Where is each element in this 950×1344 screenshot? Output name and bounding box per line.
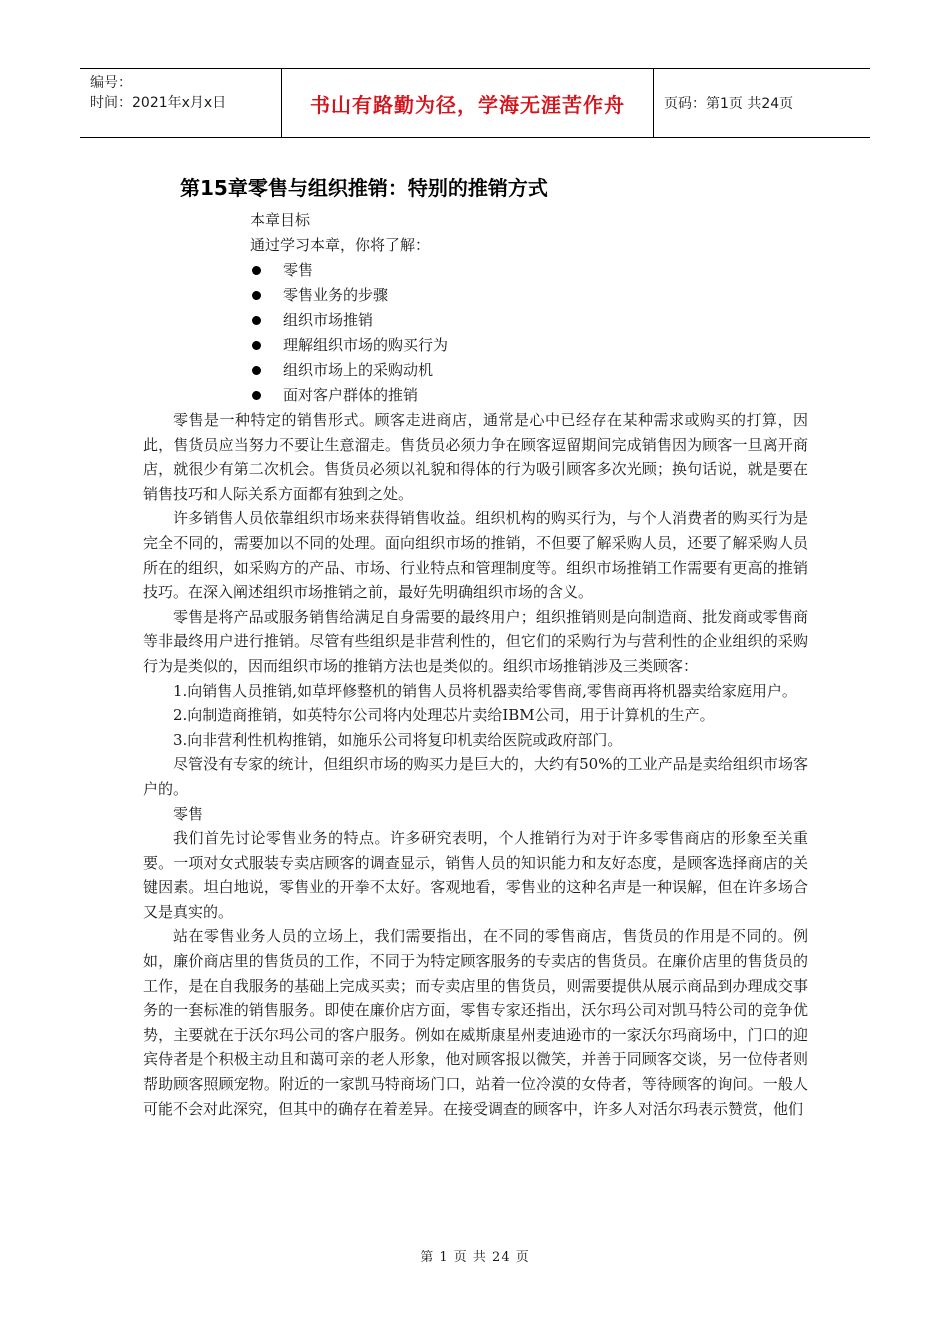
header-motto: 书山有路勤为径，学海无涯苦作舟 [282, 69, 654, 137]
list-item: 面对客户群体的推销 [250, 383, 448, 408]
header-page-info: 页码：第1页 共24页 [664, 96, 794, 112]
paragraph: 尽管没有专家的统计，但组织市场的购买力是巨大的，大约有50%的工业产品是卖给组织市场客户的。 [143, 755, 808, 798]
bullet-icon [252, 316, 261, 325]
list-item: 零售 [250, 258, 448, 283]
paragraph: 2.向制造商推销，如英特尔公司将内处理芯片卖给IBM公司，用于计算机的生产。 [173, 706, 715, 725]
objectives-intro: 通过学习本章，你将了解： [250, 236, 431, 254]
paragraph: 站在零售业务人员的立场上，我们需要指出，在不同的零售商店，售货员的作用是不同的。例如，廉价商店里的售货员的工作，不同于为特定顾客服务的专卖店的售货员。在廉价店里的售货员的工作，是在自我服务的基础上完成买卖；而专卖店里的售货员，则需要提供从展示商品到办理成交事务的一套标准的销售服务。即使在廉价店方面，零售专家还指出，沃尔玛公司对凯马特公司的竞争优势，主要就在于沃尔玛公司的客户服务。例如在威斯康星州麦迪逊市的一家沃尔玛商场中，门口的迎宾侍者是个积极主动且和蔼可亲的老人形象，他对顾客报以微笑，并善于同顾客交谈，另一位侍者则帮助顾客照顾宠物。附近的一家凯马特商场门口，站着一位冷漠的女侍者，等待顾客的询问。一般人可能不会对此深究，但其中的确存在着差异。在接受调查的顾客中，许多人对活尔玛表示赞赏，他们 [143, 927, 808, 1118]
chapter-title: 第15章零售与组织推销：特别的推销方式 [180, 176, 548, 200]
bullet-icon [252, 366, 261, 375]
bullet-icon [252, 291, 261, 300]
bullet-icon [252, 391, 261, 400]
list-item: 组织市场推销 [250, 308, 448, 333]
code-label: 编号： [90, 75, 132, 91]
body-text [143, 408, 808, 1121]
list-item: 理解组织市场的购买行为 [250, 333, 448, 358]
date-label: 时间：2021年x月x日 [90, 95, 227, 111]
page-footer: 第 1 页 共 24 页 [420, 1250, 530, 1265]
bullet-icon [252, 266, 261, 275]
header-table [80, 68, 870, 138]
objectives-heading: 本章目标 [250, 211, 311, 229]
list-item: 组织市场上的采购动机 [250, 358, 448, 383]
paragraph: 许多销售人员依靠组织市场来获得销售收益。组织机构的购买行为，与个人消费者的购买行为是完全不同的，需要加以不同的处理。面向组织市场的推销，不但要了解采购人员，还要了解采购人员所在的组织，如采购方的产品、市场、行业特点和管理制度等。组织市场推销工作需要有更高的推销技巧。在深入阐述组织市场推销之前，最好先明确组织市场的含义。 [143, 509, 808, 602]
list-item: 零售业务的步骤 [250, 283, 448, 308]
section-heading: 零售 [173, 804, 204, 823]
paragraph: 1.向销售人员推销,如草坪修整机的销售人员将机器卖给零售商,零售商再将机器卖给家庭用户。 [173, 681, 797, 700]
paragraph: 零售是一种特定的销售形式。顾客走进商店，通常是心中已经存在某种需求或购买的打算，因此，售货员应当努力不要让生意溜走。售货员必须力争在顾客逗留期间完成销售因为顾客一旦离开商店，就很少有第二次机会。售货员必须以礼貌和得体的行为吸引顾客多次光顾；换句话说，就是要在销售技巧和人际关系方面都有独到之处。 [143, 411, 808, 503]
paragraph: 3.向非营利性机构推销，如施乐公司将复印机卖给医院或政府部门。 [173, 730, 623, 749]
bullet-icon [252, 341, 261, 350]
header-meta [80, 69, 282, 137]
objectives-list [250, 258, 448, 408]
paragraph: 零售是将产品或服务销售给满足自身需要的最终用户；组织推销则是向制造商、批发商或零售商等非最终用户进行推销。尽管有些组织是非营利性的，但它们的采购行为与营利性的企业组织的采购行为是类似的，因而组织市场的推销方法也是类似的。组织市场推销涉及三类顾客： [143, 607, 808, 675]
paragraph: 我们首先讨论零售业务的特点。许多研究表明，个人推销行为对于许多零售商店的形象至关重要。一项对女式服装专卖店顾客的调查显示，销售人员的知识能力和友好态度，是顾客选择商店的关键因素。坦白地说，零售业的开拳不太好。客观地看，零售业的这种名声是一种误解，但在许多场合又是真实的。 [143, 829, 808, 921]
